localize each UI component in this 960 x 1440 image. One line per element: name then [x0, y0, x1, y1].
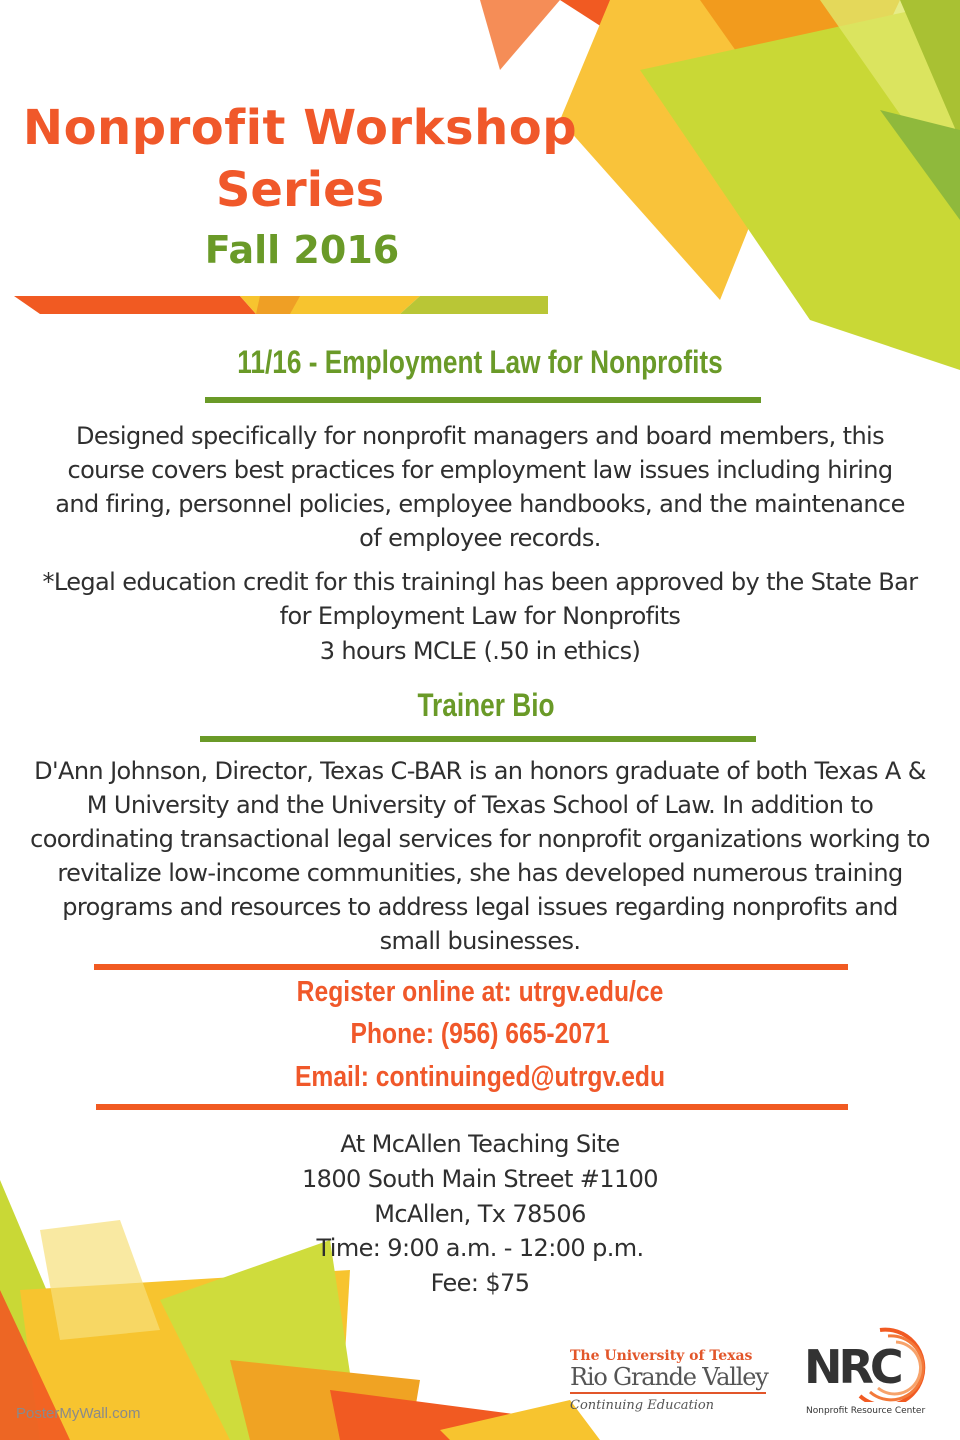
trainer-bio: D'Ann Johnson, Director, Texas C-BAR is an honors graduate of both Texas A & M University and the University of Texas School of Law. In addition to coordinating transactional legal services for nonprofit organizations working to revitalize low-income communities, she has developed numerous training programs and resources to address legal issues regarding nonprofits and small businesses. [30, 757, 930, 955]
shape-light-bottom [40, 1220, 160, 1340]
location-city: McAllen, Tx 78506 [374, 1200, 586, 1228]
trainer-heading-rule [200, 736, 756, 742]
stripe-orange [14, 296, 256, 314]
utrgv-logo-line3: Continuing Education [570, 1398, 715, 1413]
nrc-logo [800, 1322, 950, 1422]
register-link[interactable]: Register online at: utrgv.edu/ce [296, 976, 664, 1008]
title-line-1: Nonprofit Workshop [22, 100, 578, 156]
phone-link[interactable]: Phone: (956) 665-2071 [350, 1018, 610, 1050]
utrgv-logo-line2: Rio Grande Valley [570, 1363, 768, 1391]
utrgv-logo-line1: The University of Texas [570, 1348, 753, 1364]
term-label: Fall 2016 [204, 228, 400, 272]
stripe-olive [400, 296, 548, 314]
title-line-2: Series [215, 162, 385, 218]
utrgv-logo [570, 1348, 780, 1413]
watermark[interactable]: PosterMyWall.com [16, 1405, 141, 1422]
course-description: Designed specifically for nonprofit managers and board members, this course covers best practices for employment law issues including hiring and firing, personnel policies, employee handbooks, and the maintenance of employee records. [55, 422, 905, 552]
contact-rule-bottom [96, 1104, 848, 1110]
shape-orange-top-2 [480, 0, 560, 70]
email-link[interactable]: Email: continuinged@utrgv.edu [294, 1061, 666, 1093]
nrc-name: Nonprofit Resource Center [806, 1406, 926, 1416]
course-heading: 11/16 - Employment Law for Nonprofits [237, 344, 723, 380]
course-heading-rule [205, 397, 761, 403]
location-site: At McAllen Teaching Site [340, 1130, 620, 1158]
contact-rule-top [94, 964, 848, 970]
utrgv-divider [570, 1392, 766, 1394]
event-fee: Fee: $75 [430, 1269, 530, 1297]
credit-note: *Legal education credit for this trainingl has been approved by the State Bar for Employment Law for Nonprofits [42, 568, 918, 630]
location-address: 1800 South Main Street #1100 [302, 1165, 658, 1193]
nrc-mark: NRC [804, 1340, 900, 1394]
event-time: Time: 9:00 a.m. - 12:00 p.m. [316, 1234, 644, 1262]
trainer-heading: Trainer Bio [417, 687, 555, 723]
credit-hours: 3 hours MCLE (.50 in ethics) [319, 637, 641, 665]
